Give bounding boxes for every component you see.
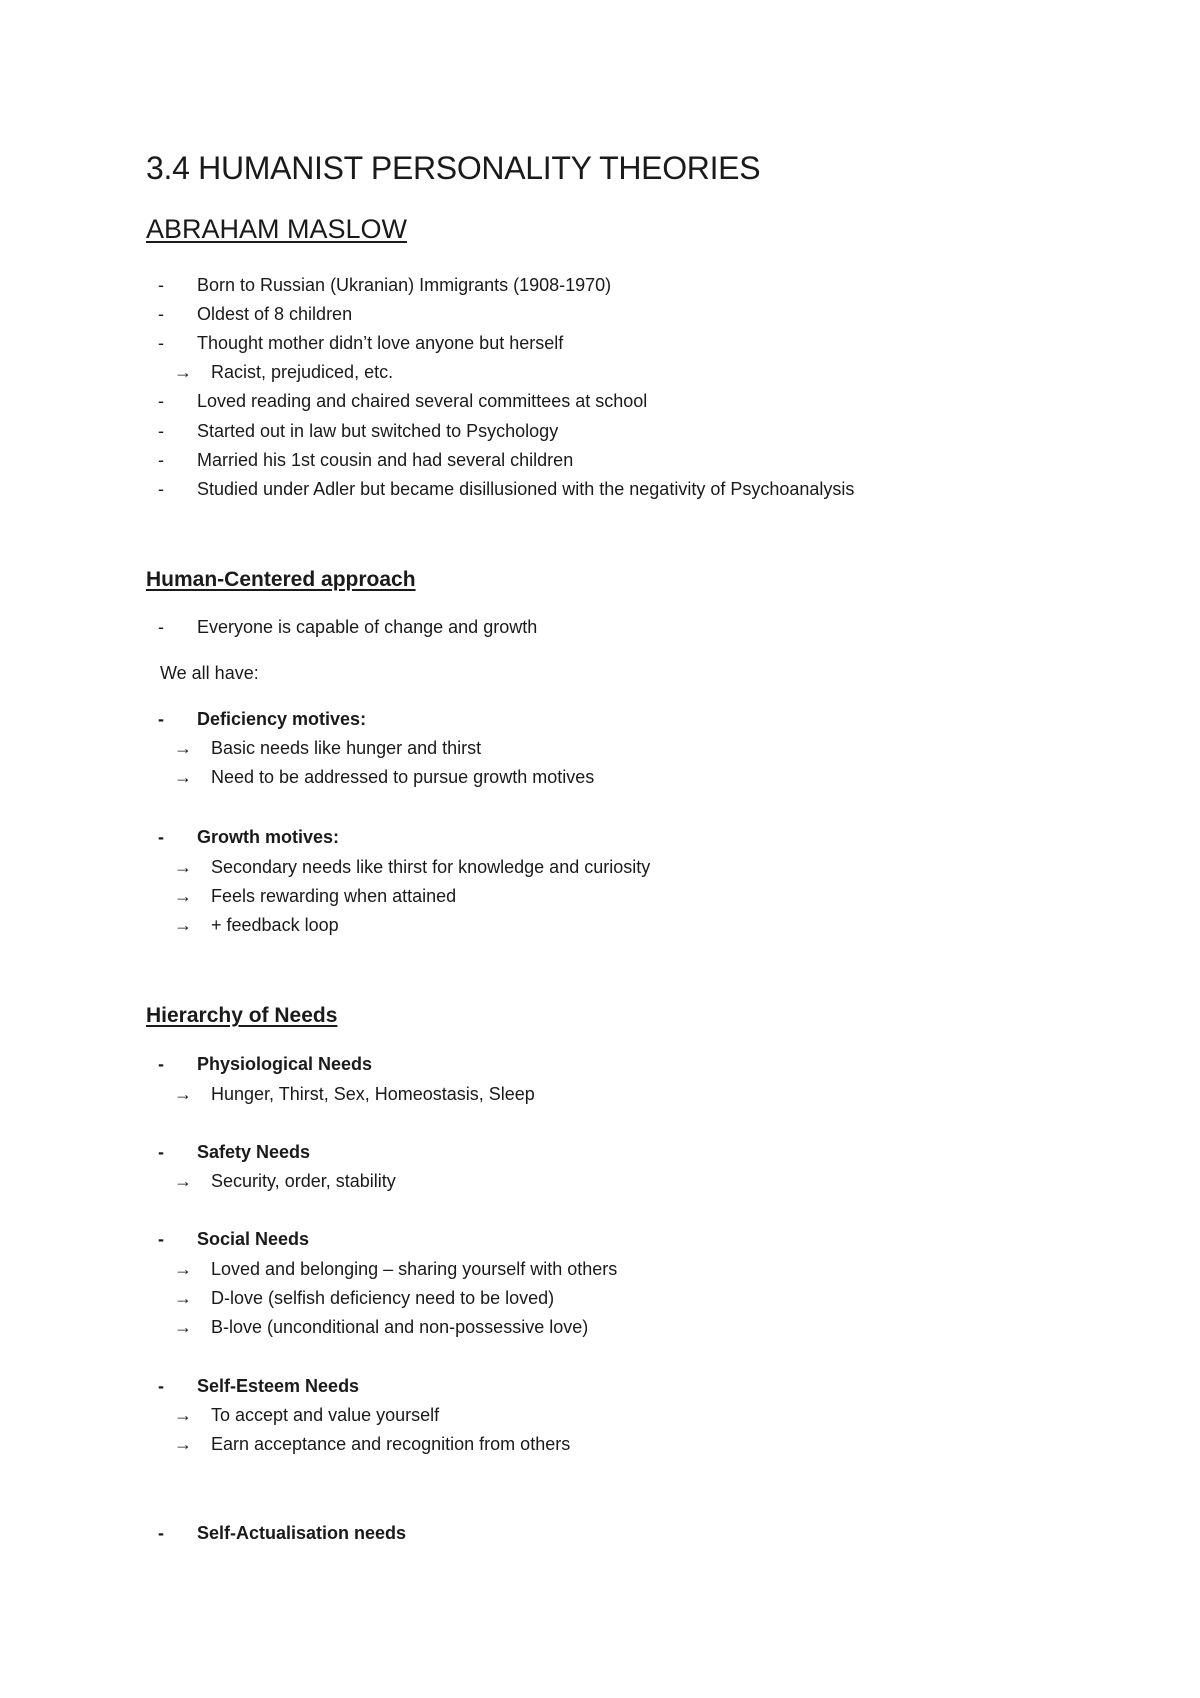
list-subitem: To accept and value yourself bbox=[211, 1405, 440, 1425]
bullet-dash: - bbox=[158, 617, 164, 637]
list-subitem: + feedback loop bbox=[211, 915, 339, 935]
bullet-dash: - bbox=[158, 275, 164, 295]
list-item: Born to Russian (Ukranian) Immigrants (1908-1970) bbox=[197, 275, 612, 295]
bullet-dash: - bbox=[158, 333, 164, 353]
list-item-label: Social Needs bbox=[197, 1229, 310, 1249]
bullet-dash: - bbox=[158, 391, 164, 411]
arrow-icon: → bbox=[174, 738, 192, 758]
bullet-dash: - bbox=[158, 827, 164, 847]
bullet-dash: - bbox=[158, 304, 164, 324]
bullet-dash: - bbox=[158, 1054, 164, 1074]
arrow-icon: → bbox=[174, 1171, 192, 1191]
list-subitem: Basic needs like hunger and thirst bbox=[211, 738, 482, 758]
bullet-dash: - bbox=[158, 1376, 164, 1396]
list-subitem: Hunger, Thirst, Sex, Homeostasis, Sleep bbox=[211, 1084, 535, 1104]
bullet-dash: - bbox=[158, 450, 164, 470]
list-subitem: Feels rewarding when attained bbox=[211, 886, 457, 906]
list-item-label: Self-Actualisation needs bbox=[197, 1523, 407, 1543]
paragraph: We all have: bbox=[160, 663, 259, 683]
arrow-icon: → bbox=[174, 362, 192, 382]
list-item: Oldest of 8 children bbox=[197, 304, 353, 324]
arrow-icon: → bbox=[174, 857, 192, 877]
page-title: 3.4 HUMANIST PERSONALITY THEORIES bbox=[146, 150, 761, 186]
section-title-maslow: ABRAHAM MASLOW bbox=[146, 214, 408, 244]
arrow-icon: → bbox=[174, 1434, 192, 1454]
arrow-icon: → bbox=[174, 1317, 192, 1337]
list-item: Married his 1st cousin and had several children bbox=[197, 450, 574, 470]
list-subitem: B-love (unconditional and non-possessive love) bbox=[211, 1317, 589, 1337]
bullet-dash: - bbox=[158, 1523, 164, 1543]
list-subitem: Loved and belonging – sharing yourself with others bbox=[211, 1259, 618, 1279]
list-item-label: Growth motives: bbox=[197, 827, 340, 847]
bullet-dash: - bbox=[158, 479, 164, 499]
list-item: Loved reading and chaired several committees at school bbox=[197, 391, 648, 411]
list-item: Thought mother didn’t love anyone but herself bbox=[197, 333, 564, 353]
arrow-icon: → bbox=[174, 886, 192, 906]
arrow-icon: → bbox=[174, 915, 192, 935]
list-item: Started out in law but switched to Psychology bbox=[197, 421, 559, 441]
list-item-label: Physiological Needs bbox=[197, 1054, 373, 1074]
bullet-dash: - bbox=[158, 1229, 164, 1249]
bullet-dash: - bbox=[158, 1142, 164, 1162]
bullet-dash: - bbox=[158, 421, 164, 441]
list-subitem: Security, order, stability bbox=[211, 1171, 396, 1191]
arrow-icon: → bbox=[174, 767, 192, 787]
list-subitem: D-love (selfish deficiency need to be loved) bbox=[211, 1288, 555, 1308]
arrow-icon: → bbox=[174, 1288, 192, 1308]
list-item-label: Self-Esteem Needs bbox=[197, 1376, 360, 1396]
list-subitem: Secondary needs like thirst for knowledge and curiosity bbox=[211, 857, 651, 877]
section-heading-human-centered: Human-Centered approach bbox=[146, 568, 416, 591]
list-subitem: Need to be addressed to pursue growth motives bbox=[211, 767, 595, 787]
list-subitem: Earn acceptance and recognition from others bbox=[211, 1434, 571, 1454]
arrow-icon: → bbox=[174, 1084, 192, 1104]
list-subitem: Racist, prejudiced, etc. bbox=[211, 362, 394, 382]
list-item: Studied under Adler but became disillusioned with the negativity of Psychoanalysis bbox=[197, 479, 855, 499]
section-heading-hierarchy: Hierarchy of Needs bbox=[146, 1004, 338, 1027]
arrow-icon: → bbox=[174, 1259, 192, 1279]
list-item-label: Safety Needs bbox=[197, 1142, 311, 1162]
bullet-dash: - bbox=[158, 709, 164, 729]
list-item: Everyone is capable of change and growth bbox=[197, 617, 538, 637]
list-item-label: Deficiency motives: bbox=[197, 709, 367, 729]
arrow-icon: → bbox=[174, 1405, 192, 1425]
